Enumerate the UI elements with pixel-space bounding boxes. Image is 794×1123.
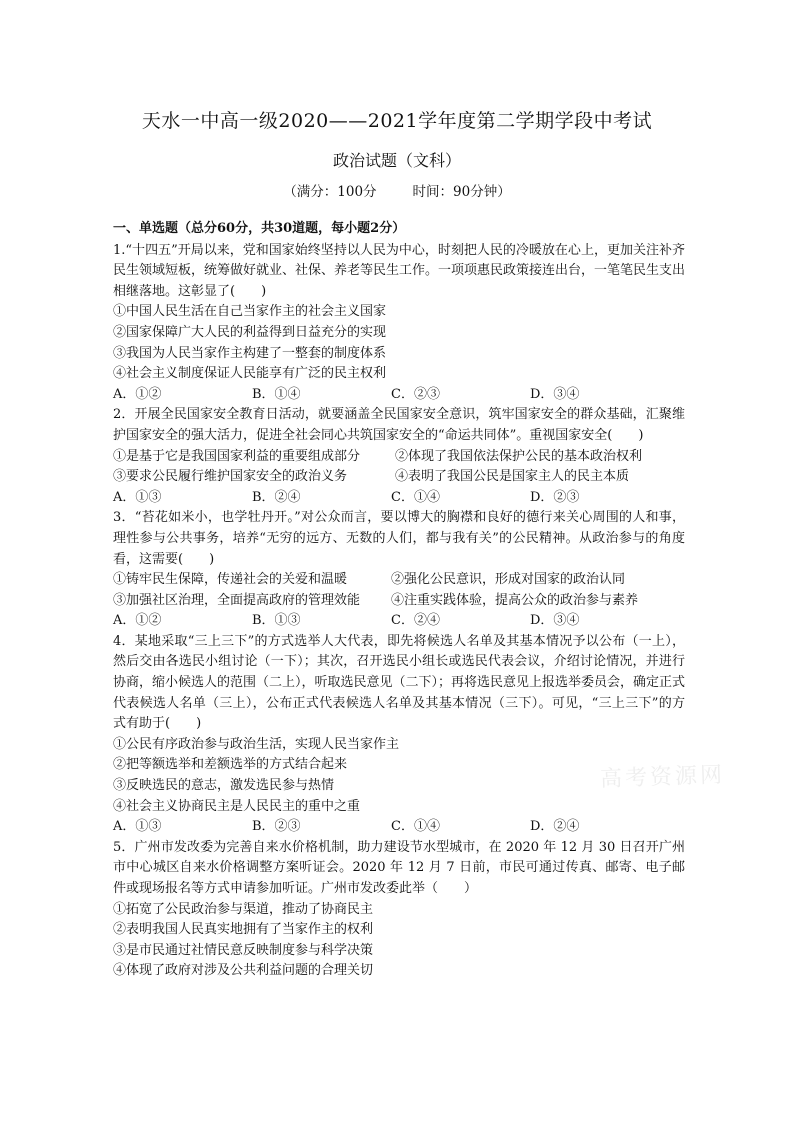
- choice-b[interactable]: B．①③: [252, 613, 301, 629]
- statement-item: ②国家保障广大人民的利益得到日益充分的实现: [113, 324, 387, 340]
- statement-item: ②强化公民意识，形成对国家的政治认同: [391, 572, 626, 588]
- question-stem: 5．广州市发改委为完善自来水价格机制，助力建设节水型城市，在 2020 年 12 月 30 日召开广州市中心城区自来水价格调整方案听证会。2020 年 12 月 7 日前，市民可通过传真、邮寄、电子邮件或现场报名等方式申请参加听证。广州市发改委此举（ ）: [113, 839, 685, 896]
- answer-choices: [113, 817, 685, 838]
- statement-row: [113, 467, 685, 488]
- statement-item: ①中国人民生活在自己当家作主的社会主义国家: [113, 304, 387, 320]
- question-2: [113, 405, 685, 508]
- answer-choices: [113, 385, 685, 406]
- choice-d[interactable]: D．②③: [530, 489, 580, 505]
- answer-choices: [113, 611, 685, 632]
- statement-row: [113, 570, 685, 591]
- watermark-logo: 高考资源网: [599, 762, 726, 793]
- choice-b[interactable]: B．①④: [252, 386, 301, 402]
- question-3: [113, 508, 685, 632]
- choice-c[interactable]: C．①④: [391, 489, 440, 505]
- question-stem: 1.“十四五”开局以来，党和国家始终坚持以人民为中心，时刻把人民的冷暖放在心上，更加关注补齐民生领域短板，统筹做好就业、社保、养老等民生工作。一项项惠民政策接连出台，一笔笔民生支出相继落地。这彰显了( ): [113, 242, 686, 299]
- exam-subtitle: 政治试题（文科）: [332, 151, 461, 170]
- statement-item: ③是市民通过社情民意反映制度参与科学决策: [113, 942, 374, 958]
- statement-item: ③我国为人民当家作主构建了一整套的制度体系: [113, 345, 387, 361]
- statement-row: [113, 447, 685, 468]
- choice-c[interactable]: C．②③: [391, 386, 440, 402]
- section-heading: 一、单选题（总分60分，共30道题，每小题2分）: [113, 221, 406, 236]
- statement-item: ①拓宽了公民政治参与渠道，推动了协商民主: [113, 901, 374, 917]
- statement-item: ③要求公民履行维护国家安全的政治义务: [113, 469, 348, 485]
- statement-item: ①是基于它是我国国家利益的重要组成部分: [113, 448, 361, 464]
- statement-item: ④体现了政府对涉及公共利益问题的合理关切: [113, 963, 374, 979]
- statement-item: ③反映选民的意志，激发选民参与热情: [113, 778, 335, 794]
- statement-item: ④社会主义制度保证人民能享有广泛的民主权利: [113, 366, 387, 382]
- choice-a[interactable]: A．①②: [113, 386, 162, 402]
- question-stem: 3．“苔花如米小，也学牡丹开。”对公众而言，要以博大的胸襟和良好的德行来关心周围的人和事，理性参与公共事务，培养“无穷的远方、无数的人们，都与我有关”的公民精神。从政治参与的角度看，这需要( ): [113, 510, 685, 567]
- choice-d[interactable]: D．②④: [530, 819, 580, 835]
- choice-c[interactable]: C．②④: [391, 613, 440, 629]
- choice-d[interactable]: D．③④: [530, 386, 580, 402]
- score-label: （满分：100分: [283, 184, 377, 200]
- question-stem: 2．开展全民国家安全教育日活动，就要涵盖全民国家安全意识，筑牢国家安全的群众基础，汇聚维护国家安全的强大活力，促进全社会同心共筑国家安全的“命运共同体”。重视国家安全( ): [113, 407, 685, 443]
- question-4: [113, 632, 685, 838]
- choice-d[interactable]: D．③④: [530, 613, 580, 629]
- statement-item: ①公民有序政治参与政治生活，实现人民当家作主: [113, 736, 400, 752]
- statement-item: ④表明了我国公民是国家主人的民主本质: [395, 469, 630, 485]
- statement-item: ④注重实践体验，提高公众的政治参与素养: [391, 592, 639, 608]
- exam-meta: [0, 180, 794, 200]
- choice-b[interactable]: B．②④: [252, 489, 301, 505]
- answer-choices: [113, 488, 685, 509]
- statement-item: ③加强社区治理，全面提高政府的管理效能: [113, 592, 361, 608]
- statement-item: ②表明我国人民真实地拥有了当家作主的权利: [113, 922, 374, 938]
- exam-title: 天水一中高一级2020——2021学年度第二学期学段中考试: [141, 110, 653, 132]
- choice-a[interactable]: A．①②: [113, 613, 162, 629]
- choice-b[interactable]: B．②③: [252, 819, 301, 835]
- statement-item: ②体现了我国依法保护公民的基本政治权利: [395, 448, 643, 464]
- statement-item: ①铸牢民生保障，传递社会的关爱和温暖: [113, 572, 348, 588]
- choice-a[interactable]: A．①③: [113, 819, 162, 835]
- statement-item: ②把等额选举和差额选举的方式结合起来: [113, 757, 348, 773]
- statement-item: ④社会主义协商民主是人民民主的重中之重: [113, 798, 361, 814]
- question-1: [113, 241, 685, 406]
- question-list: [113, 219, 685, 982]
- choice-a[interactable]: A．①③: [113, 489, 162, 505]
- time-label: 时间：90分钟）: [412, 184, 511, 200]
- statement-row: [113, 591, 685, 612]
- question-5: [113, 838, 685, 982]
- choice-c[interactable]: C．①④: [391, 819, 440, 835]
- question-stem: 4．某地采取“三上三下”的方式选举人大代表，即先将候选人名单及其基本情况予以公布（一上），然后交由各选民小组讨论（一下）；其次，召开选民小组长或选民代表会议，介绍讨论情况，并进行协商，缩小候选人的范围（二上），听取选民意见（二下）；再将选民意见上报选举委员会，确定正式代表候选人名单（三上），公布正式代表候选人名单及其基本情况（三下）。可见，“三上三下”的方式有助于( ): [113, 633, 686, 732]
